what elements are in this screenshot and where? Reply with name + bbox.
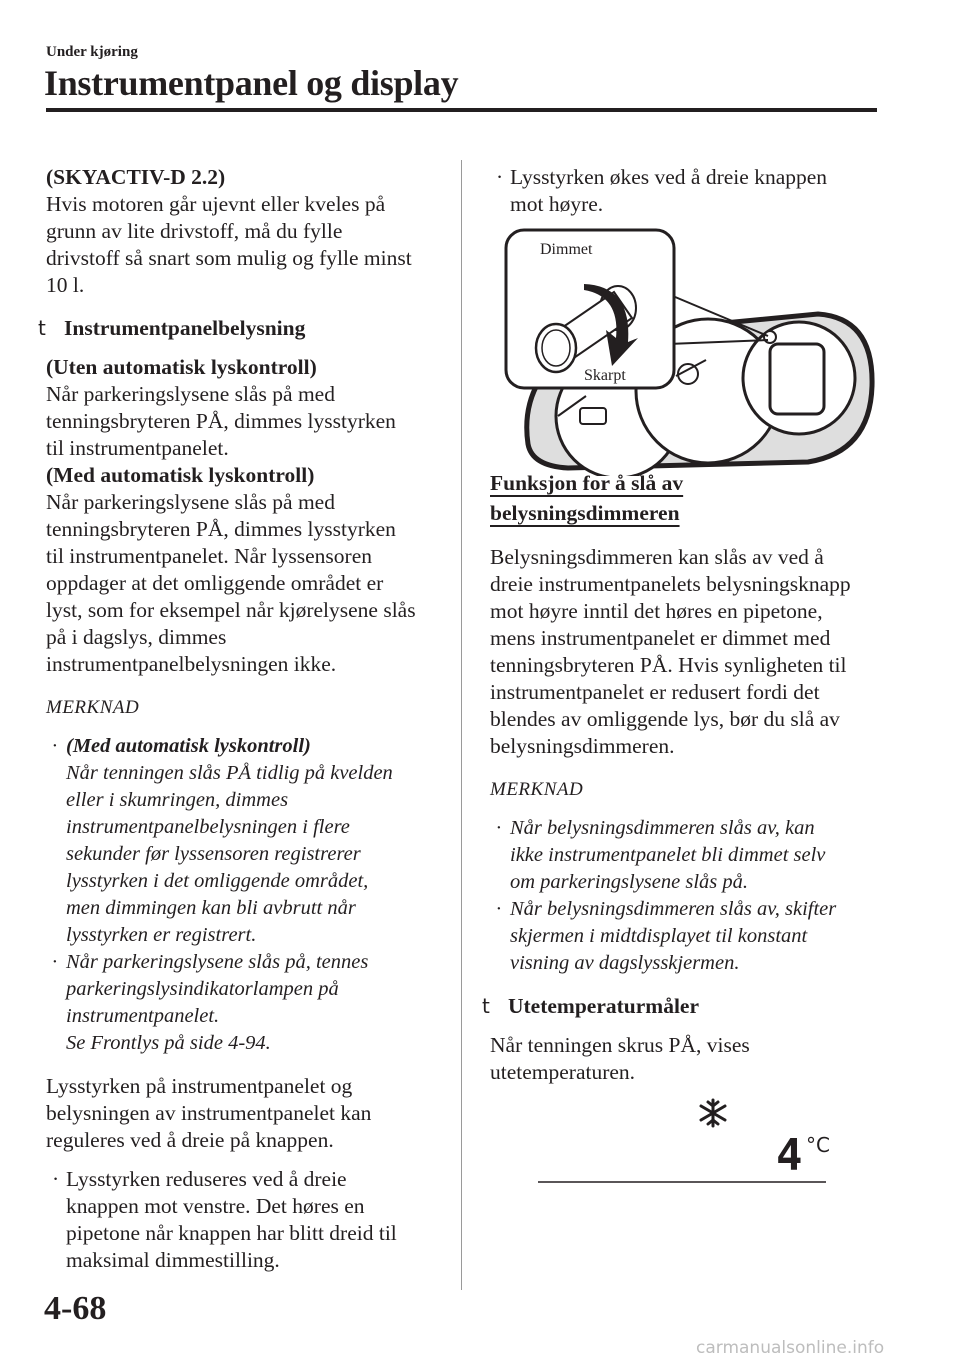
section-title: Utetemperaturmåler bbox=[508, 994, 700, 1018]
note-line: (Med automatisk lyskontroll) bbox=[66, 735, 311, 757]
page-title: Instrumentpanel og display bbox=[44, 63, 459, 103]
note-line: Når parkeringslysene slås på, tennes bbox=[66, 951, 369, 973]
right-column bbox=[490, 164, 880, 218]
label-dimmed: Dimmet bbox=[540, 241, 593, 258]
text-line: belysningsdimmeren. bbox=[490, 734, 675, 758]
no-auto-heading: (Uten automatisk lyskontroll) bbox=[46, 355, 317, 379]
column-divider bbox=[461, 160, 462, 1290]
note-line: om parkeringslysene slås på. bbox=[510, 871, 749, 893]
section-marker: t bbox=[482, 994, 490, 1018]
note-line: men dimmingen kan bli avbrutt når bbox=[66, 897, 356, 919]
note-line: lysstyrken er registrert. bbox=[66, 924, 257, 946]
text-line: til instrumentpanelet. Når lyssensoren bbox=[46, 544, 373, 568]
section-label: Under kjøring bbox=[46, 44, 138, 60]
page-number: 4-68 bbox=[44, 1290, 107, 1327]
text-line: tenningsbryteren PÅ, dimmes lysstyrken bbox=[46, 409, 396, 433]
text-line: blendes av omliggende lys, bør du slå av bbox=[490, 707, 840, 731]
note-item bbox=[490, 815, 880, 896]
text-line: på i dagslys, dimmes bbox=[46, 625, 227, 649]
note-line: Når belysningsdimmeren slås av, skifter bbox=[510, 898, 837, 920]
text-line: Når parkeringslysene slås på med bbox=[46, 382, 335, 406]
temperature-unit: °C bbox=[806, 1133, 830, 1157]
bullet-dot-icon: · bbox=[52, 735, 58, 757]
note-line: instrumentpanelbelysningen i flere bbox=[66, 816, 350, 838]
note-line: Se Frontlys på side 4-94. bbox=[66, 1032, 271, 1054]
bullet-line: pipetone når knappen har blitt dreid til bbox=[66, 1221, 397, 1245]
skyactiv-heading: (SKYACTIV-D 2.2) bbox=[46, 165, 226, 189]
temperature-display bbox=[530, 1096, 840, 1192]
cancel-heading-line: Funksjon for å slå av bbox=[490, 471, 684, 495]
note-line: Når belysningsdimmeren slås av, kan bbox=[510, 817, 815, 839]
section-heading bbox=[480, 993, 880, 1020]
text-line: Når tenningen skrus PÅ, vises bbox=[490, 1033, 750, 1057]
cancel-heading-line: belysningsdimmeren bbox=[490, 501, 680, 525]
text-line: til instrumentpanelet. bbox=[46, 436, 229, 460]
text-line: mot høyre inntil det høres en pipetone, bbox=[490, 599, 823, 623]
note-heading: MERKNAD bbox=[490, 779, 584, 800]
text-line: mens instrumentpanelet er dimmet med bbox=[490, 626, 831, 650]
text-line: belysningen av instrumentpanelet kan bbox=[46, 1101, 372, 1125]
text-line: reguleres ved å dreie på knappen. bbox=[46, 1128, 334, 1152]
section-heading bbox=[36, 315, 446, 342]
label-bright: Skarpt bbox=[584, 367, 626, 384]
note-line: parkeringslysindikatorlampen på bbox=[66, 978, 339, 1000]
note-line: skjermen i midtdisplayet til konstant bbox=[510, 925, 808, 947]
text-line: Lysstyrken på instrumentpanelet og bbox=[46, 1074, 353, 1098]
bullet-dot-icon: · bbox=[496, 817, 502, 839]
bullet-dot-icon: · bbox=[52, 951, 58, 973]
bullet-item bbox=[490, 164, 880, 218]
bullet-dot-icon: · bbox=[52, 1167, 60, 1191]
text-line: drivstoff så snart som mulig og fylle minst bbox=[46, 246, 412, 270]
bullet-dot-icon: · bbox=[496, 898, 502, 920]
note-line: visning av dagslysskjermen. bbox=[510, 952, 740, 974]
right-column-lower bbox=[482, 468, 880, 1086]
text-line: tenningsbryteren PÅ, dimmes lysstyrken bbox=[46, 517, 396, 541]
bullet-item bbox=[46, 1166, 446, 1274]
dimmer-diagram bbox=[488, 226, 878, 476]
left-column bbox=[38, 164, 446, 1274]
text-line: instrumentpanelet er redusert fordi det bbox=[490, 680, 820, 704]
text-line: lyst, som for eksempel når kjørelysene slås bbox=[46, 598, 416, 622]
text-line: Hvis motoren går ujevnt eller kveles på bbox=[46, 192, 386, 216]
note-item bbox=[490, 896, 880, 977]
bullet-line: maksimal dimmestilling. bbox=[66, 1248, 280, 1272]
section-marker: t bbox=[38, 316, 46, 340]
note-line: lysstyrken i det omliggende området, bbox=[66, 870, 369, 892]
text-line: Belysningsdimmeren kan slås av ved å bbox=[490, 545, 824, 569]
note-line: sekunder før lyssensoren registrerer bbox=[66, 843, 361, 865]
text-line: Når parkeringslysene slås på med bbox=[46, 490, 335, 514]
text-line: oppdager at det omliggende området er bbox=[46, 571, 384, 595]
watermark: carmanualsonline.info bbox=[696, 1338, 885, 1358]
bullet-line: mot høyre. bbox=[510, 192, 604, 216]
note-line: eller i skumringen, dimmes bbox=[66, 789, 289, 811]
bullet-dot-icon: · bbox=[496, 165, 504, 189]
text-line: grunn av lite drivstoff, må du fylle bbox=[46, 219, 343, 243]
bullet-line: Lysstyrken økes ved å dreie knappen bbox=[510, 165, 828, 189]
snowflake-icon bbox=[701, 1100, 725, 1126]
temperature-value: 4 bbox=[776, 1130, 803, 1181]
bullet-line: Lysstyrken reduseres ved å dreie bbox=[66, 1167, 347, 1191]
note-line: Når tenningen slås PÅ tidlig på kvelden bbox=[66, 762, 393, 784]
header-rule bbox=[46, 108, 877, 112]
note-line: ikke instrumentpanelet bli dimmet selv bbox=[510, 844, 826, 866]
text-line: tenningsbryteren PÅ. Hvis synligheten til bbox=[490, 653, 847, 677]
text-line: instrumentpanelbelysningen ikke. bbox=[46, 652, 337, 676]
text-line: utetemperaturen. bbox=[490, 1060, 636, 1084]
auto-heading: (Med automatisk lyskontroll) bbox=[46, 463, 315, 487]
note-item bbox=[46, 733, 446, 949]
note-heading: MERKNAD bbox=[46, 697, 140, 718]
text-line: dreie instrumentpanelets belysningsknapp bbox=[490, 572, 851, 596]
bullet-line: knappen mot venstre. Det høres en bbox=[66, 1194, 365, 1218]
section-title: Instrumentpanelbelysning bbox=[64, 316, 306, 340]
note-line: instrumentpanelet. bbox=[66, 1005, 220, 1027]
note-item bbox=[46, 949, 446, 1057]
text-line: 10 l. bbox=[46, 273, 85, 297]
